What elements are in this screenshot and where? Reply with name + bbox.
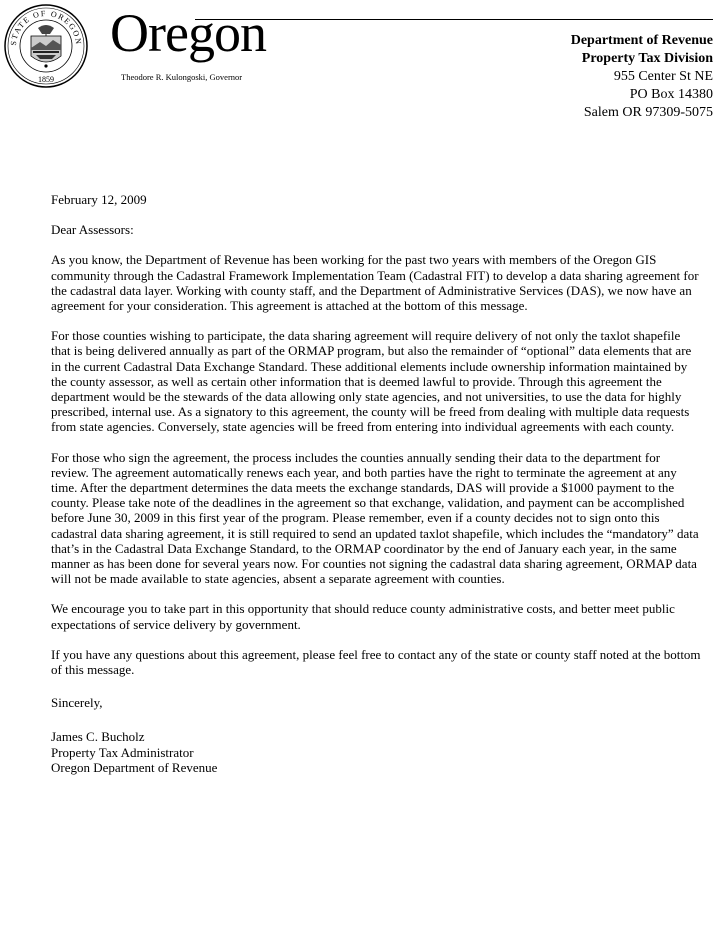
signer-name: James C. Bucholz [51,729,145,745]
oregon-state-seal [4,4,88,88]
paragraph-2: For those counties wishing to participate, the data sharing agreement will require delivery of not only the taxlot shapefile that is being delivered annually as part of the ORMAP program, but also the remainder of “optional” data elements that are in the current Cadastral Data Exchange Standard. These additional elements include ownership information maintained by the county assessor, as well as certain other information that is deemed lawful to provide. Through this agreement the department would be the stewards of the data allowing only state agencies, and not universities, to use the data for highly prescribed, internal use. As a signatory to this agreement, the county will be freed from dealing with multiple data requests from state agencies. Conversely, state agencies will be freed from entering into individual agreements with each county. [51,328,692,435]
seal-text-top: STATE OF OREGON [8,8,84,46]
closing: Sincerely, [51,695,103,711]
letterhead-rule [195,19,713,20]
salutation: Dear Assessors: [51,222,134,238]
city-state-zip: Salem OR 97309-5075 [583,105,713,120]
paragraph-4: We encourage you to take part in this opportunity that should reduce county administrative costs, and better meet public expectations of service delivery by government. [51,601,675,632]
letter-body [51,192,701,775]
street-address: 955 Center St NE [613,69,713,84]
seal-year: 1859 [38,75,54,84]
return-address [571,32,713,122]
department-name: Department of Revenue [570,33,713,48]
paragraph-3: For those who sign the agreement, the process includes the counties annually sending their data to the department for review. The agreement automatically renews each year, and both parties have the right to terminate the agreement at any time. After the department determines the data meets the exchange standards, DAS will provide a $1000 payment to the county. Please take note of the deadlines in the agreement so that exchange, validation, and payment can be accomplished before June 30, 2009 in this first year of the program. Please remember, even if a county decides not to sign onto this cadastral data sharing agreement, it is still required to send an updated taxlot shapefile, which includes the “mandatory” data that’s in the Cadastral Data Exchange Standard, to the ORMAP coordinator by the end of January each year, in the same manner as has been done for several years now. For counties not signing the cadastral data sharing agreement, ORMAP data will not be made available to state agencies, absent a separate agreement with counties. [51,449,699,587]
paragraph-1: As you know, the Department of Revenue has been working for the past two years with members of the Oregon GIS community through the Cadastral Framework Implementation Team (Cadastral FIT) to develop a data sharing agreement for the cadastral data layer. Working with county staff, and the Department of Administrative Services (DAS), we now have an agreement for your consideration. This agreement is attached at the bottom of this message. [51,252,699,314]
paragraph-5: If you have any questions about this agreement, please feel free to contact any of the state or county staff noted at the bottom of this message. [51,646,701,678]
signer-title: Property Tax Administrator [51,744,194,760]
division-name: Property Tax Division [581,51,713,66]
oregon-wordmark: Oregon [110,3,266,63]
letter-date: February 12, 2009 [51,192,147,207]
governor-name: Theodore R. Kulongoski, Governor [121,72,243,82]
signer-organization: Oregon Department of Revenue [51,759,218,775]
po-box: PO Box 14380 [629,87,713,102]
